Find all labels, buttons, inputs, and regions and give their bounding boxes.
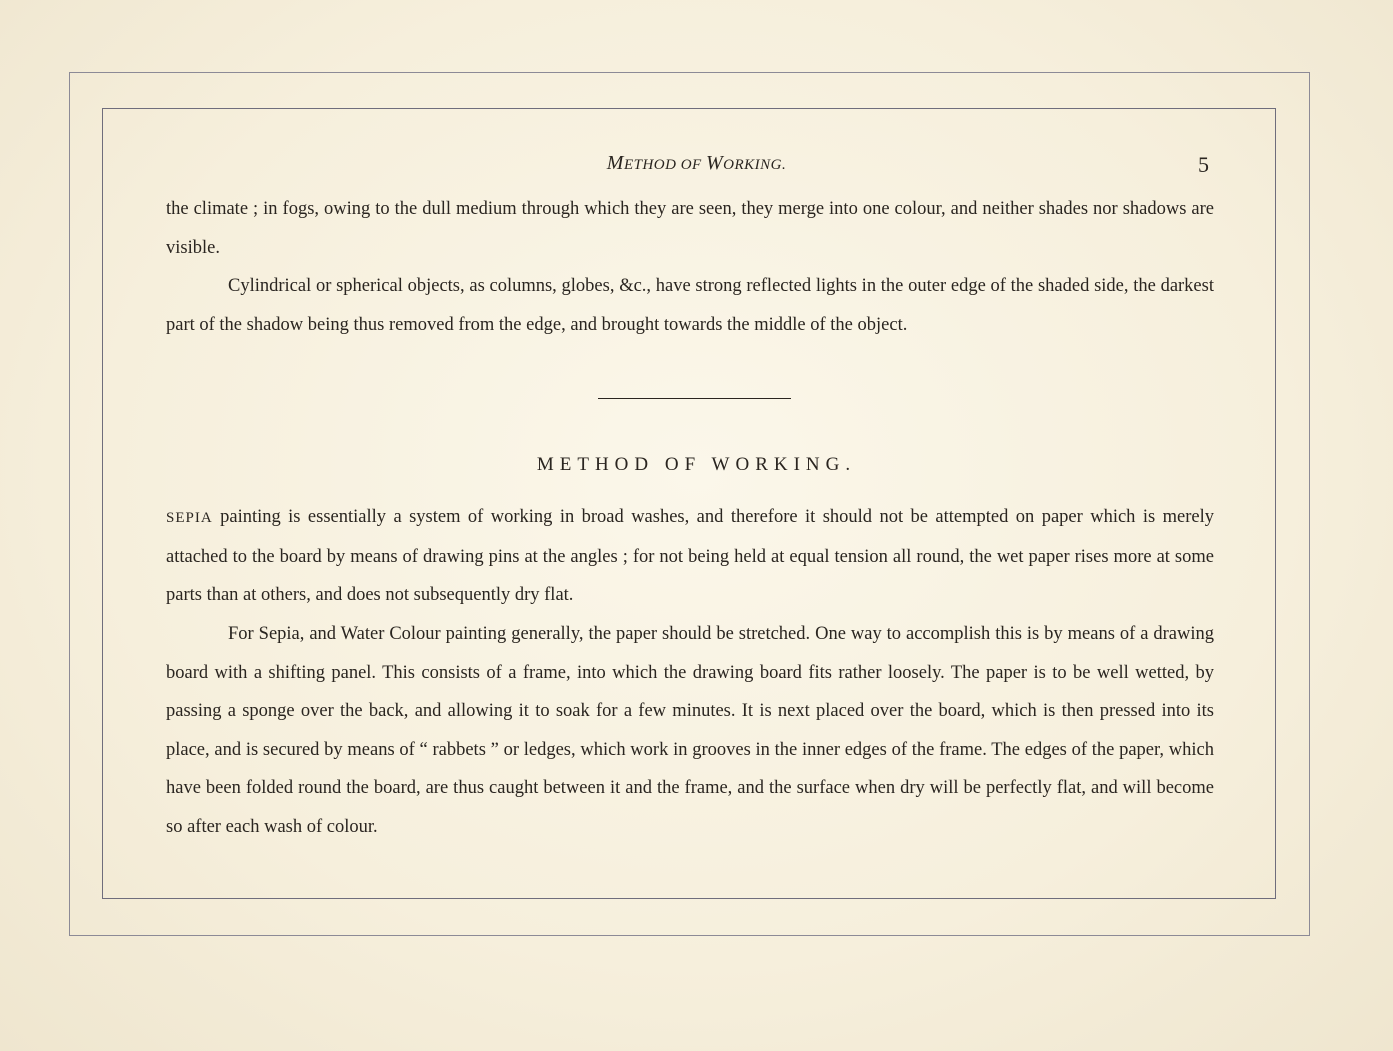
running-head-initial-1: M <box>606 152 624 174</box>
sepia-lead-word: SEPIA <box>166 510 213 526</box>
section-divider-rule <box>598 398 791 399</box>
page-number: 5 <box>1198 152 1209 177</box>
sepia-paragraph-body: painting is essentially a system of working in broad washes, and therefore it should not be attempted on paper which is merely attached to the board by means of drawing pins at the angles ; for not being held at equal tension all round, the wet paper rises more at some parts than at others, and does not subsequently dry flat. <box>166 507 1214 605</box>
paragraph-sepia-painting <box>166 498 1214 615</box>
paragraph-stretching-paper: For Sepia, and Water Colour painting generally, the paper should be stretched. One way to accomplish this is by means of a drawing board with a shifting panel. This consists of a frame, into which the drawing board fits rather loosely. The paper is to be well wetted, by passing a sponge over the back, and allowing it to soak for a few minutes. It is next placed over the board, which is then pressed into its place, and is secured by means of “ rabbets ” or ledges, which work in grooves in the inner edges of the frame. The edges of the paper, which have been folded round the board, are thus caught between it and the frame, and the surface when dry will be perfectly flat, and will become so after each wash of colour. <box>166 624 1214 837</box>
running-head-small-2: ORKING. <box>723 157 787 173</box>
running-head <box>0 152 1393 175</box>
running-head-initial-2: W <box>705 152 724 174</box>
running-head-small-1: ETHOD OF <box>623 157 706 173</box>
paragraph-climate: the climate ; in fogs, owing to the dull medium through which they are seen, they merge into one colour, and neither shades nor shadows are visible. <box>166 199 1214 258</box>
section-title: METHOD OF WORKING. <box>536 454 857 475</box>
paragraph-cylindrical-objects: Cylindrical or spherical objects, as columns, globes, &c., have strong reflected lights in the outer edge of the shaded side, the darkest part of the shadow being thus removed from the edge, and brought towards the middle of the object. <box>166 276 1214 335</box>
